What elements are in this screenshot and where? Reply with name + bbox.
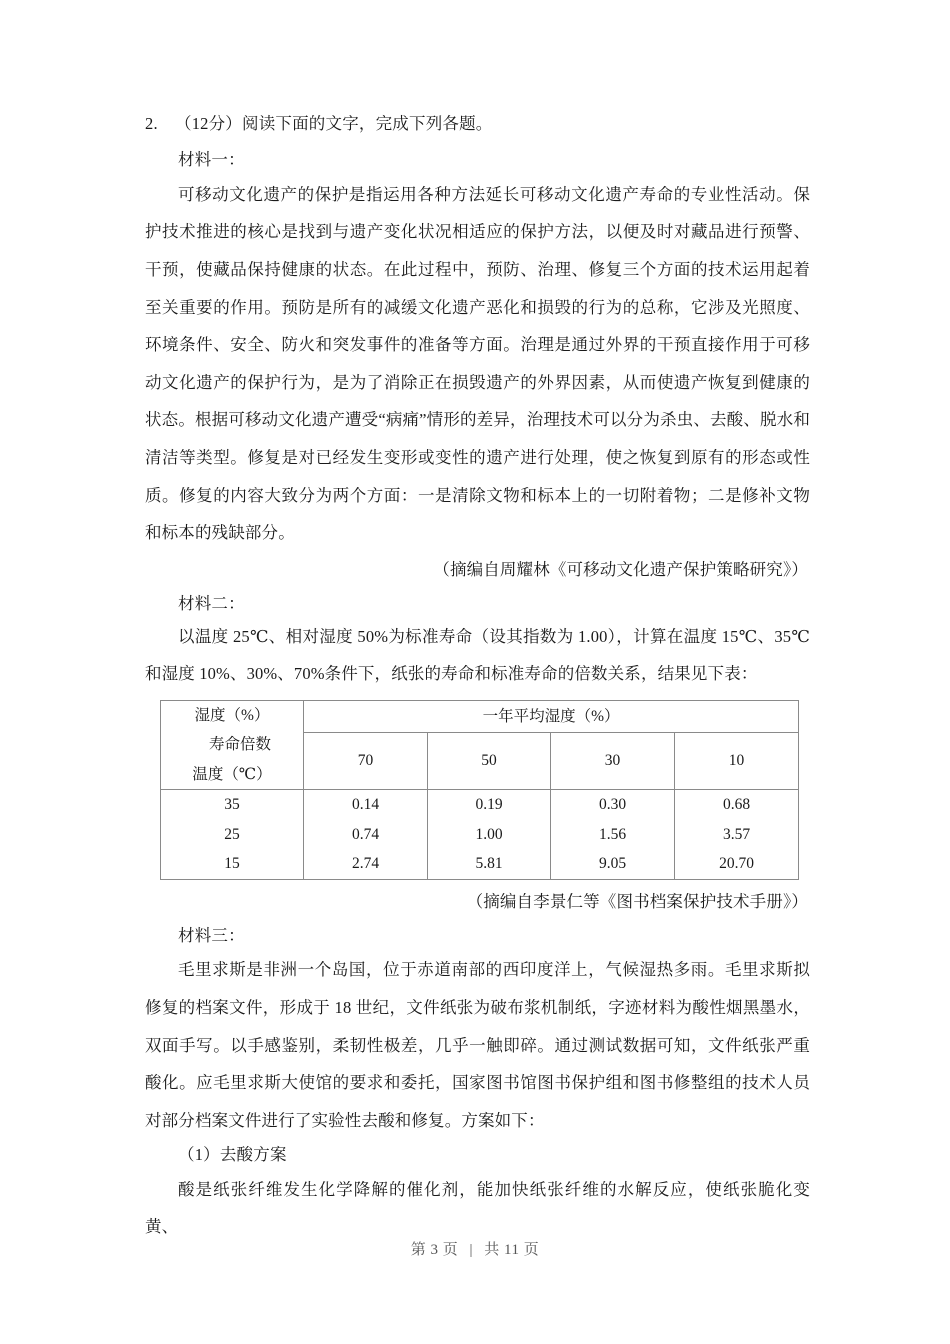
material-two-label: 材料二： <box>178 594 245 614</box>
table-span-header: 一年平均湿度（%） <box>304 701 799 732</box>
question-number: 2. <box>145 114 158 133</box>
paper-lifespan-table-wrapper <box>160 700 810 880</box>
material-three-paragraph: 毛里求斯是非洲一个岛国，位于赤道南部的西印度洋上，气候湿热多雨。毛里求斯拟修复的档案文件，形成于 18 世纪，文件纸张为破布浆机制纸，字迹材料为酸性烟黑墨水，双面手写。以手感鉴别，柔韧性极差，几乎一触即碎。通过测试数据可知，文件纸张严重酸化。应毛里求斯大使馆的要求和委托，国家图书馆图书保护组和图书修整组的技术人员对部分档案文件进行了实验性去酸和修复。方案如下： <box>145 960 810 1130</box>
table-body-row <box>161 790 799 879</box>
table-header-row-span <box>161 701 799 732</box>
table-column-values <box>551 790 675 879</box>
table-column-values <box>675 790 799 879</box>
table-corner-cell <box>161 701 304 790</box>
table-cell: 2.74 <box>351 855 380 873</box>
question-heading <box>145 110 810 138</box>
material-one-source: （摘编自周耀林《可移动文化遗产保护策略研究》） <box>433 559 808 579</box>
corner-temperature-label: 温度（℃） <box>192 765 272 783</box>
footer-current-page: 3 <box>430 1242 439 1258</box>
table-row-label: 35 <box>224 796 240 814</box>
footer-total-suffix: 页 <box>523 1242 540 1258</box>
page-content <box>145 110 810 1246</box>
footer-current-prefix: 第 <box>410 1242 427 1258</box>
table-cell: 20.70 <box>719 855 754 873</box>
corner-lifespan-label: 寿命倍数 <box>208 736 271 754</box>
question-stem: （12分）阅读下面的文字，完成下列各题。 <box>175 114 493 133</box>
table-cell: 9.05 <box>598 855 627 873</box>
material-two-source: （摘编自李景仁等《图书档案保护技术手册》） <box>466 891 808 911</box>
table-cell: 0.14 <box>351 796 380 814</box>
material-two-paragraph: 以温度 25℃、相对湿度 50%为标准寿命（设其指数为 1.00），计算在温度 15℃、35℃和湿度 10%、30%、70%条件下，纸张的寿命和标准寿命的倍数关系，结果见下表： <box>145 627 810 683</box>
table-column-header: 10 <box>675 732 799 790</box>
table-cell: 1.56 <box>598 825 627 843</box>
table-cell: 0.74 <box>351 825 380 843</box>
page-footer <box>0 1238 950 1259</box>
material-one-paragraph: 可移动文化遗产的保护是指运用各种方法延长可移动文化遗产寿命的专业性活动。保护技术推进的核心是找到与遗产变化状况相适应的保护方法，以便及时对藏品进行预警、干预，使藏品保持健康的状态。在此过程中，预防、治理、修复三个方面的技术运用起着至关重要的作用。预防是所有的减缓文化遗产恶化和损毁的行为的总称，它涉及光照度、环境条件、安全、防火和突发事件的准备等方面。治理是通过外界的干预直接作用于可移动文化遗产的保护行为，是为了消除正在损毁遗产的外界因素，从而使遗产恢复到健康的状态。根据可移动文化遗产遭受“病痛”情形的差异，治理技术可以分为杀虫、去酸、脱水和清洁等类型。修复是对已经发生变形或变性的遗产进行处理，使之恢复到原有的形态或性质。修复的内容大致分为两个方面：一是清除文物和标本上的一切附着物；二是修补文物和标本的残缺部分。 <box>145 184 810 543</box>
corner-humidity-label: 湿度（%） <box>194 707 270 725</box>
table-column-values <box>304 790 428 879</box>
material-three-subsection-label: （1）去酸方案 <box>178 1145 287 1165</box>
table-column-values <box>428 790 551 879</box>
footer-total-pages: 11 <box>504 1242 520 1258</box>
table-row-label: 15 <box>224 855 240 873</box>
table-cell: 1.00 <box>475 825 503 843</box>
material-one-label: 材料一： <box>178 150 245 170</box>
table-cell: 0.19 <box>475 796 503 814</box>
table-row-label: 25 <box>224 825 240 843</box>
table-cell: 0.30 <box>598 796 627 814</box>
material-three-subsection-paragraph: 酸是纸张纤维发生化学降解的催化剂，能加快纸张纤维的水解反应，使纸张脆化变黄、 <box>145 1179 810 1237</box>
table-row-label-group <box>161 790 304 879</box>
footer-current-suffix: 页 <box>442 1242 459 1258</box>
footer-separator: | <box>469 1242 474 1258</box>
table-column-header: 50 <box>428 732 551 790</box>
table-column-header: 70 <box>304 732 428 790</box>
table-cell: 0.68 <box>722 796 751 814</box>
paper-lifespan-table <box>160 700 799 880</box>
table-cell: 3.57 <box>722 825 751 843</box>
table-column-header: 30 <box>551 732 675 790</box>
table-cell: 5.81 <box>475 855 503 873</box>
material-three-label: 材料三： <box>178 925 245 945</box>
footer-total-prefix: 共 <box>484 1242 500 1258</box>
